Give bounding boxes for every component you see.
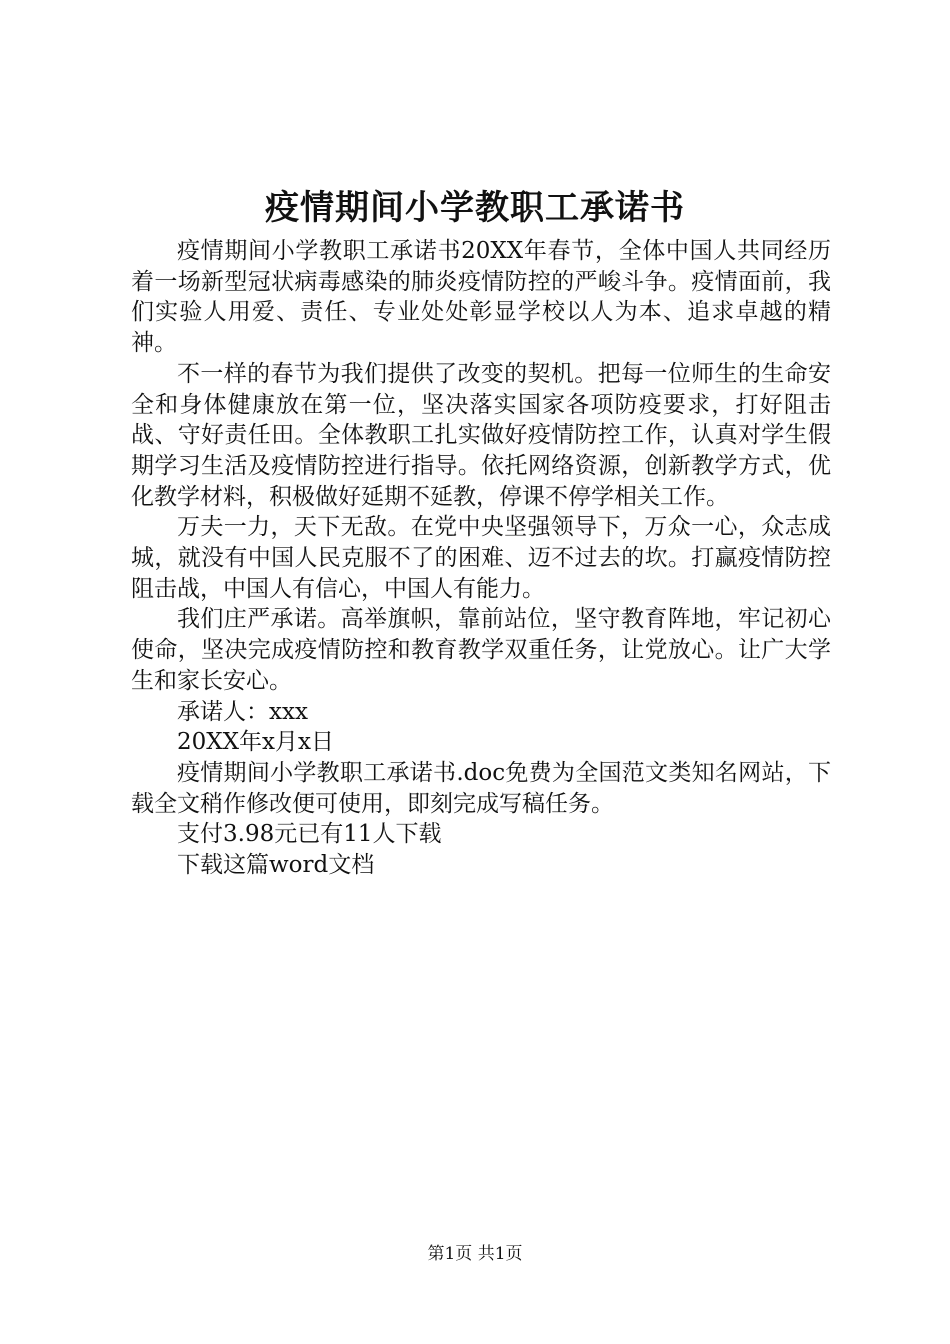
paragraph-unity: 万夫一力，天下无敌。在党中央坚强领导下，万众一心，众志成城，就没有中国人民克服不了的困难、迈不过去的坎。打赢疫情防控阻击战，中国人有信心，中国人有能力。 [131, 514, 831, 602]
date-line: 20XX年x月x日 [177, 729, 334, 756]
page-number-footer: 第1页 共1页 [427, 1244, 523, 1264]
paragraph-intro: 疫情期间小学教职工承诺书20XX年春节，全体中国人共同经历着一场新型冠状病毒感染的肺炎疫情防控的严峻斗争。疫情面前，我们实验人用爱、责任、专业处处彰显学校以人为本、追求卓越的精神。 [131, 238, 831, 357]
paragraph-spring-festival: 不一样的春节为我们提供了改变的契机。把每一位师生的生命安全和身体健康放在第一位，坚决落实国家各项防疫要求，打好阻击战、守好责任田。全体教职工扎实做好疫情防控工作，认真对学生假期学习生活及疫情防控进行指导。依托网络资源，创新教学方式，优化教学材料，积极做好延期不延教，停课不停学相关工作。 [131, 360, 831, 510]
payment-line: 支付3.98元已有11人下载 [177, 821, 442, 848]
paragraph-pledge: 我们庄严承诺。高举旗帜，靠前站位，坚守教育阵地，牢记初心使命，坚决完成疫情防控和教育教学双重任务，让党放心。让广大学生和家长安心。 [131, 606, 831, 694]
download-link[interactable]: 下载这篇word文档 [177, 852, 375, 879]
document-title: 疫情期间小学教职工承诺书 [265, 188, 685, 228]
paragraph-site-note: 疫情期间小学教职工承诺书.doc免费为全国范文类知名网站，下载全文稍作修改便可使用，即刻完成写稿任务。 [131, 759, 831, 817]
pledger-line: 承诺人：xxx [177, 698, 308, 725]
document-body [131, 236, 831, 881]
